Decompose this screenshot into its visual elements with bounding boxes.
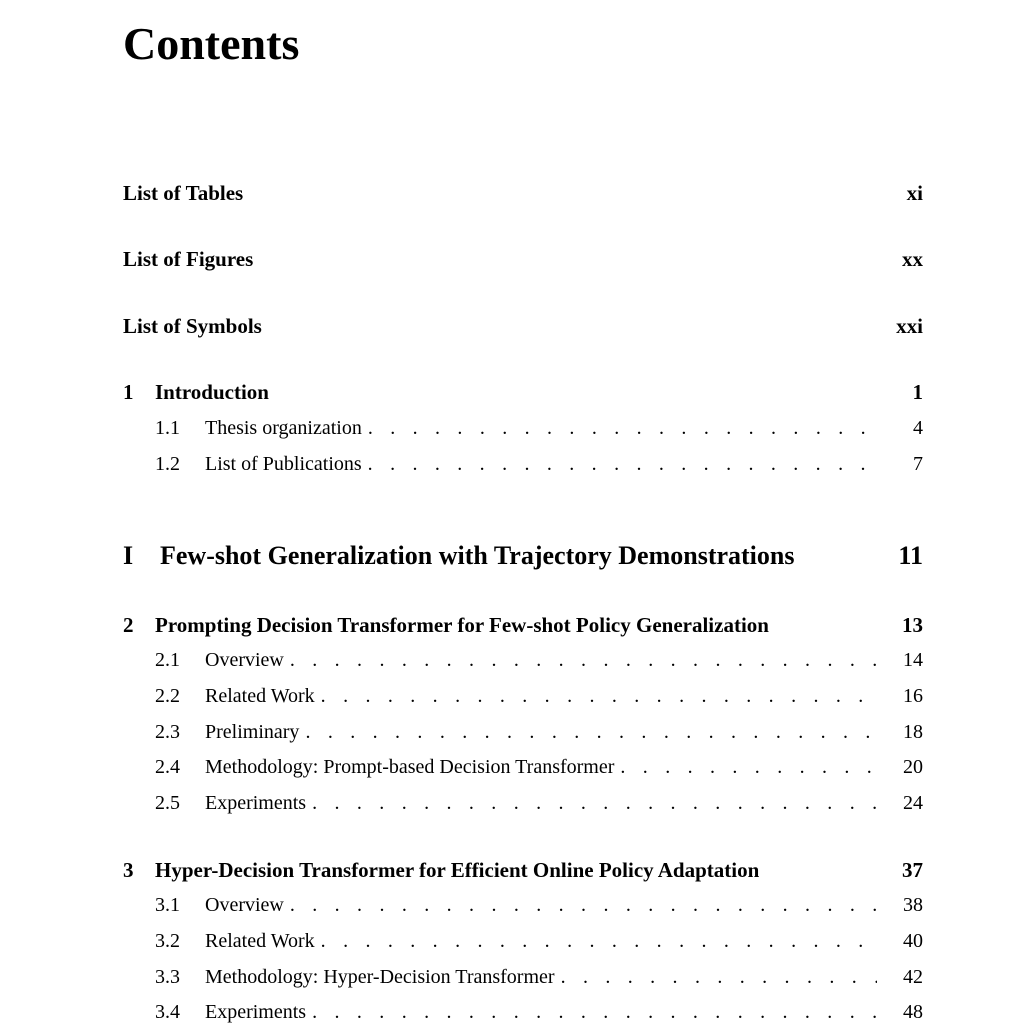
dot-leader — [368, 451, 877, 477]
toc-section-2-5[interactable] — [155, 790, 923, 816]
section-number: 1.2 — [155, 453, 180, 475]
chapter-title: Introduction — [155, 380, 269, 404]
part-number: I — [123, 541, 134, 570]
section-number: 2.1 — [155, 649, 180, 671]
dot-leader — [561, 964, 877, 990]
toc-chapter-3[interactable] — [123, 856, 923, 884]
section-title: Overview — [205, 649, 284, 671]
section-title: Related Work — [205, 930, 315, 952]
toc-entry-label: List of Tables — [123, 181, 244, 205]
section-number: 2.3 — [155, 721, 180, 743]
section-page: 40 — [903, 930, 923, 952]
toc-section-1-2[interactable] — [155, 451, 923, 477]
dot-leader — [312, 999, 877, 1025]
dot-leader — [290, 892, 877, 918]
toc-entry-list-of-figures[interactable] — [123, 245, 923, 273]
toc-entry-list-of-tables[interactable] — [123, 179, 923, 207]
section-page: 14 — [903, 649, 923, 671]
toc-entry-list-of-symbols[interactable] — [123, 312, 923, 340]
section-number: 3.1 — [155, 894, 180, 916]
toc-entry-page: xx — [902, 247, 923, 271]
toc-entry-label: List of Figures — [123, 247, 254, 271]
section-number: 2.5 — [155, 792, 180, 814]
dot-leader — [321, 683, 877, 709]
dot-leader — [312, 790, 877, 816]
section-number: 1.1 — [155, 417, 180, 439]
toc-section-2-2[interactable] — [155, 683, 923, 709]
chapter-title: Prompting Decision Transformer for Few-shot Policy Generalization — [155, 613, 769, 637]
section-page: 24 — [903, 792, 923, 814]
chapter-number: 1 — [123, 380, 134, 404]
dot-leader — [290, 647, 877, 673]
toc-section-3-1[interactable] — [155, 892, 923, 918]
toc-entry-page: xxi — [896, 314, 923, 338]
section-page: 38 — [903, 894, 923, 916]
chapter-number: 3 — [123, 858, 134, 882]
chapter-page: 1 — [912, 380, 923, 404]
toc-chapter-2[interactable] — [123, 611, 923, 639]
chapter-number: 2 — [123, 613, 134, 637]
part-page: 11 — [898, 541, 923, 570]
chapter-page: 13 — [902, 613, 923, 637]
dot-leader — [620, 754, 877, 780]
toc-section-2-3[interactable] — [155, 719, 923, 745]
section-page: 42 — [903, 966, 923, 988]
section-number: 2.4 — [155, 756, 180, 778]
chapter-title: Hyper-Decision Transformer for Efficient Online Policy Adaptation — [155, 858, 760, 882]
toc-entry-label: List of Symbols — [123, 314, 262, 338]
toc-section-3-3[interactable] — [155, 964, 923, 990]
toc-section-2-1[interactable] — [155, 647, 923, 673]
part-title: Few-shot Generalization with Trajectory Demonstrations — [160, 541, 795, 570]
section-title: Thesis organization — [205, 417, 362, 439]
chapter-page: 37 — [902, 858, 923, 882]
section-title: Preliminary — [205, 721, 300, 743]
section-number: 3.3 — [155, 966, 180, 988]
section-title: Overview — [205, 894, 284, 916]
section-number: 3.4 — [155, 1001, 180, 1023]
section-title: Methodology: Prompt-based Decision Transformer — [205, 756, 615, 778]
toc-section-3-2[interactable] — [155, 928, 923, 954]
section-page: 20 — [903, 756, 923, 778]
section-number: 2.2 — [155, 685, 180, 707]
dot-leader — [321, 928, 877, 954]
toc-part-1[interactable] — [123, 540, 923, 572]
section-page: 18 — [903, 721, 923, 743]
toc-chapter-1[interactable] — [123, 378, 923, 406]
toc-section-1-1[interactable] — [155, 415, 923, 441]
section-title: List of Publications — [205, 453, 362, 475]
section-title: Experiments — [205, 1001, 307, 1023]
section-page: 16 — [903, 685, 923, 707]
section-title: Experiments — [205, 792, 307, 814]
dot-leader — [305, 719, 877, 745]
section-page: 48 — [903, 1001, 923, 1023]
toc-section-3-4[interactable] — [155, 999, 923, 1025]
toc-entry-page: xi — [906, 181, 923, 205]
section-page: 4 — [913, 417, 923, 439]
section-title: Related Work — [205, 685, 315, 707]
section-page: 7 — [913, 453, 923, 475]
section-number: 3.2 — [155, 930, 180, 952]
page-title: Contents — [123, 18, 300, 69]
dot-leader — [368, 415, 877, 441]
section-title: Methodology: Hyper-Decision Transformer — [205, 966, 555, 988]
toc-section-2-4[interactable] — [155, 754, 923, 780]
